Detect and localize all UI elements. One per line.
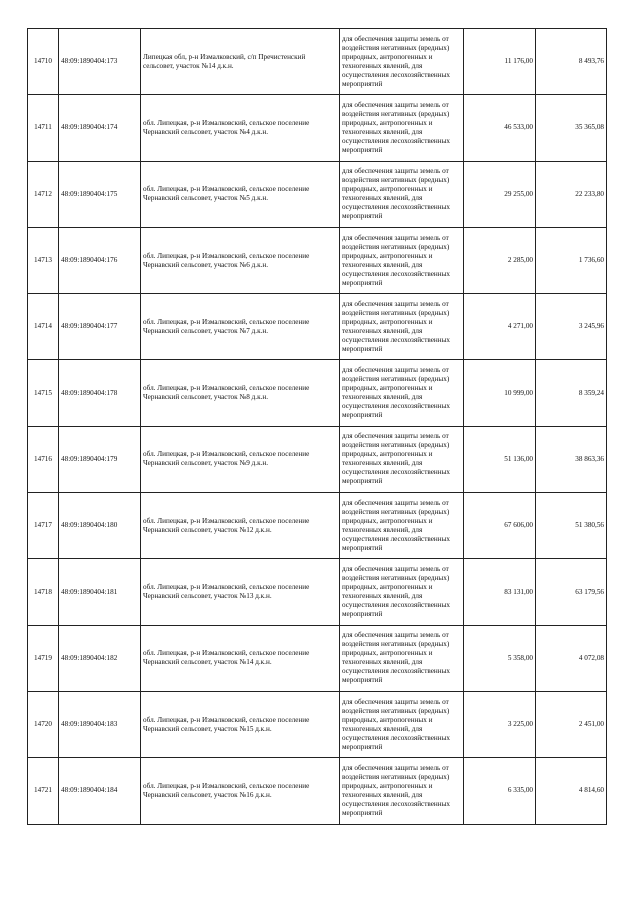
table-row — [28, 161, 607, 227]
value-2: 4 072,08 — [536, 625, 607, 691]
table-row — [28, 29, 607, 95]
value-2: 8 493,76 — [536, 29, 607, 95]
address: обл. Липецкая, р-н Измалковский, сельское поселение Чернавский сельсовет, участок №5 д.к.н. — [141, 161, 340, 227]
value-1: 4 271,00 — [464, 294, 536, 360]
value-1: 29 255,00 — [464, 161, 536, 227]
value-2: 22 233,80 — [536, 161, 607, 227]
land-registry-table — [27, 28, 607, 825]
value-1: 11 176,00 — [464, 29, 536, 95]
value-2: 63 179,56 — [536, 559, 607, 625]
address: обл. Липецкая, р-н Измалковский, сельское поселение Чернавский сельсовет, участок №13 д.к.н. — [141, 559, 340, 625]
value-1: 51 136,00 — [464, 426, 536, 492]
table-row — [28, 426, 607, 492]
value-1: 83 131,00 — [464, 559, 536, 625]
cadastral-number: 48:09:1890404:178 — [59, 360, 141, 426]
cadastral-number: 48:09:1890404:174 — [59, 95, 141, 161]
purpose: для обеспечения защиты земель от воздействия негативных (вредных) природных, антропогенных и техногенных явлений, для осуществления лесохозяйственных мероприятий — [340, 758, 464, 824]
value-1: 3 225,00 — [464, 691, 536, 757]
cadastral-number: 48:09:1890404:173 — [59, 29, 141, 95]
purpose: для обеспечения защиты земель от воздействия негативных (вредных) природных, антропогенных и техногенных явлений, для осуществления лесохозяйственных мероприятий — [340, 493, 464, 559]
address: обл. Липецкая, р-н Измалковский, сельское поселение Чернавский сельсовет, участок №6 д.к.н. — [141, 227, 340, 293]
value-2: 1 736,60 — [536, 227, 607, 293]
value-1: 67 606,00 — [464, 493, 536, 559]
row-number: 14716 — [28, 426, 59, 492]
registry-body — [28, 29, 607, 825]
address: обл. Липецкая, р-н Измалковский, сельское поселение Чернавский сельсовет, участок №12 д.к.н. — [141, 493, 340, 559]
table-row — [28, 294, 607, 360]
value-2: 8 359,24 — [536, 360, 607, 426]
address: обл. Липецкая, р-н Измалковский, сельское поселение Чернавский сельсовет, участок №4 д.к.н. — [141, 95, 340, 161]
table-row — [28, 95, 607, 161]
address: обл. Липецкая, р-н Измалковский, сельское поселение Чернавский сельсовет, участок №9 д.к.н. — [141, 426, 340, 492]
purpose: для обеспечения защиты земель от воздействия негативных (вредных) природных, антропогенных и техногенных явлений, для осуществления лесохозяйственных мероприятий — [340, 426, 464, 492]
value-1: 2 285,00 — [464, 227, 536, 293]
value-2: 4 814,60 — [536, 758, 607, 824]
value-2: 35 365,08 — [536, 95, 607, 161]
address: обл. Липецкая, р-н Измалковский, сельское поселение Чернавский сельсовет, участок №14 д.к.н. — [141, 625, 340, 691]
cadastral-number: 48:09:1890404:175 — [59, 161, 141, 227]
cadastral-number: 48:09:1890404:181 — [59, 559, 141, 625]
cadastral-number: 48:09:1890404:179 — [59, 426, 141, 492]
value-2: 3 245,96 — [536, 294, 607, 360]
row-number: 14711 — [28, 95, 59, 161]
purpose: для обеспечения защиты земель от воздействия негативных (вредных) природных, антропогенных и техногенных явлений, для осуществления лесохозяйственных мероприятий — [340, 625, 464, 691]
cadastral-number: 48:09:1890404:180 — [59, 493, 141, 559]
purpose: для обеспечения защиты земель от воздействия негативных (вредных) природных, антропогенных и техногенных явлений, для осуществления лесохозяйственных мероприятий — [340, 360, 464, 426]
purpose: для обеспечения защиты земель от воздействия негативных (вредных) природных, антропогенных и техногенных явлений, для осуществления лесохозяйственных мероприятий — [340, 227, 464, 293]
value-2: 51 380,56 — [536, 493, 607, 559]
table-row — [28, 559, 607, 625]
row-number: 14717 — [28, 493, 59, 559]
purpose: для обеспечения защиты земель от воздействия негативных (вредных) природных, антропогенных и техногенных явлений, для осуществления лесохозяйственных мероприятий — [340, 559, 464, 625]
value-2: 38 863,36 — [536, 426, 607, 492]
value-1: 10 999,00 — [464, 360, 536, 426]
row-number: 14710 — [28, 29, 59, 95]
table-row — [28, 691, 607, 757]
row-number: 14715 — [28, 360, 59, 426]
table-row — [28, 758, 607, 824]
cadastral-number: 48:09:1890404:182 — [59, 625, 141, 691]
purpose: для обеспечения защиты земель от воздействия негативных (вредных) природных, антропогенных и техногенных явлений, для осуществления лесохозяйственных мероприятий — [340, 29, 464, 95]
table-row — [28, 625, 607, 691]
cadastral-number: 48:09:1890404:176 — [59, 227, 141, 293]
address: Липецкая обл, р-н Измалковский, с/п Пречистенский сельсовет, участок №14 д.к.н. — [141, 29, 340, 95]
cadastral-number: 48:09:1890404:183 — [59, 691, 141, 757]
address: обл. Липецкая, р-н Измалковский, сельское поселение Чернавский сельсовет, участок №8 д.к.н. — [141, 360, 340, 426]
value-2: 2 451,00 — [536, 691, 607, 757]
value-1: 5 358,00 — [464, 625, 536, 691]
row-number: 14714 — [28, 294, 59, 360]
address: обл. Липецкая, р-н Измалковский, сельское поселение Чернавский сельсовет, участок №15 д.к.н. — [141, 691, 340, 757]
purpose: для обеспечения защиты земель от воздействия негативных (вредных) природных, антропогенных и техногенных явлений, для осуществления лесохозяйственных мероприятий — [340, 691, 464, 757]
row-number: 14720 — [28, 691, 59, 757]
purpose: для обеспечения защиты земель от воздействия негативных (вредных) природных, антропогенных и техногенных явлений, для осуществления лесохозяйственных мероприятий — [340, 294, 464, 360]
row-number: 14712 — [28, 161, 59, 227]
table-row — [28, 227, 607, 293]
address: обл. Липецкая, р-н Измалковский, сельское поселение Чернавский сельсовет, участок №7 д.к.н. — [141, 294, 340, 360]
table-row — [28, 493, 607, 559]
address: обл. Липецкая, р-н Измалковский, сельское поселение Чернавский сельсовет, участок №16 д.к.н. — [141, 758, 340, 824]
purpose: для обеспечения защиты земель от воздействия негативных (вредных) природных, антропогенных и техногенных явлений, для осуществления лесохозяйственных мероприятий — [340, 95, 464, 161]
row-number: 14718 — [28, 559, 59, 625]
value-1: 46 533,00 — [464, 95, 536, 161]
purpose: для обеспечения защиты земель от воздействия негативных (вредных) природных, антропогенных и техногенных явлений, для осуществления лесохозяйственных мероприятий — [340, 161, 464, 227]
row-number: 14713 — [28, 227, 59, 293]
table-row — [28, 360, 607, 426]
row-number: 14721 — [28, 758, 59, 824]
cadastral-number: 48:09:1890404:184 — [59, 758, 141, 824]
value-1: 6 335,00 — [464, 758, 536, 824]
cadastral-number: 48:09:1890404:177 — [59, 294, 141, 360]
row-number: 14719 — [28, 625, 59, 691]
